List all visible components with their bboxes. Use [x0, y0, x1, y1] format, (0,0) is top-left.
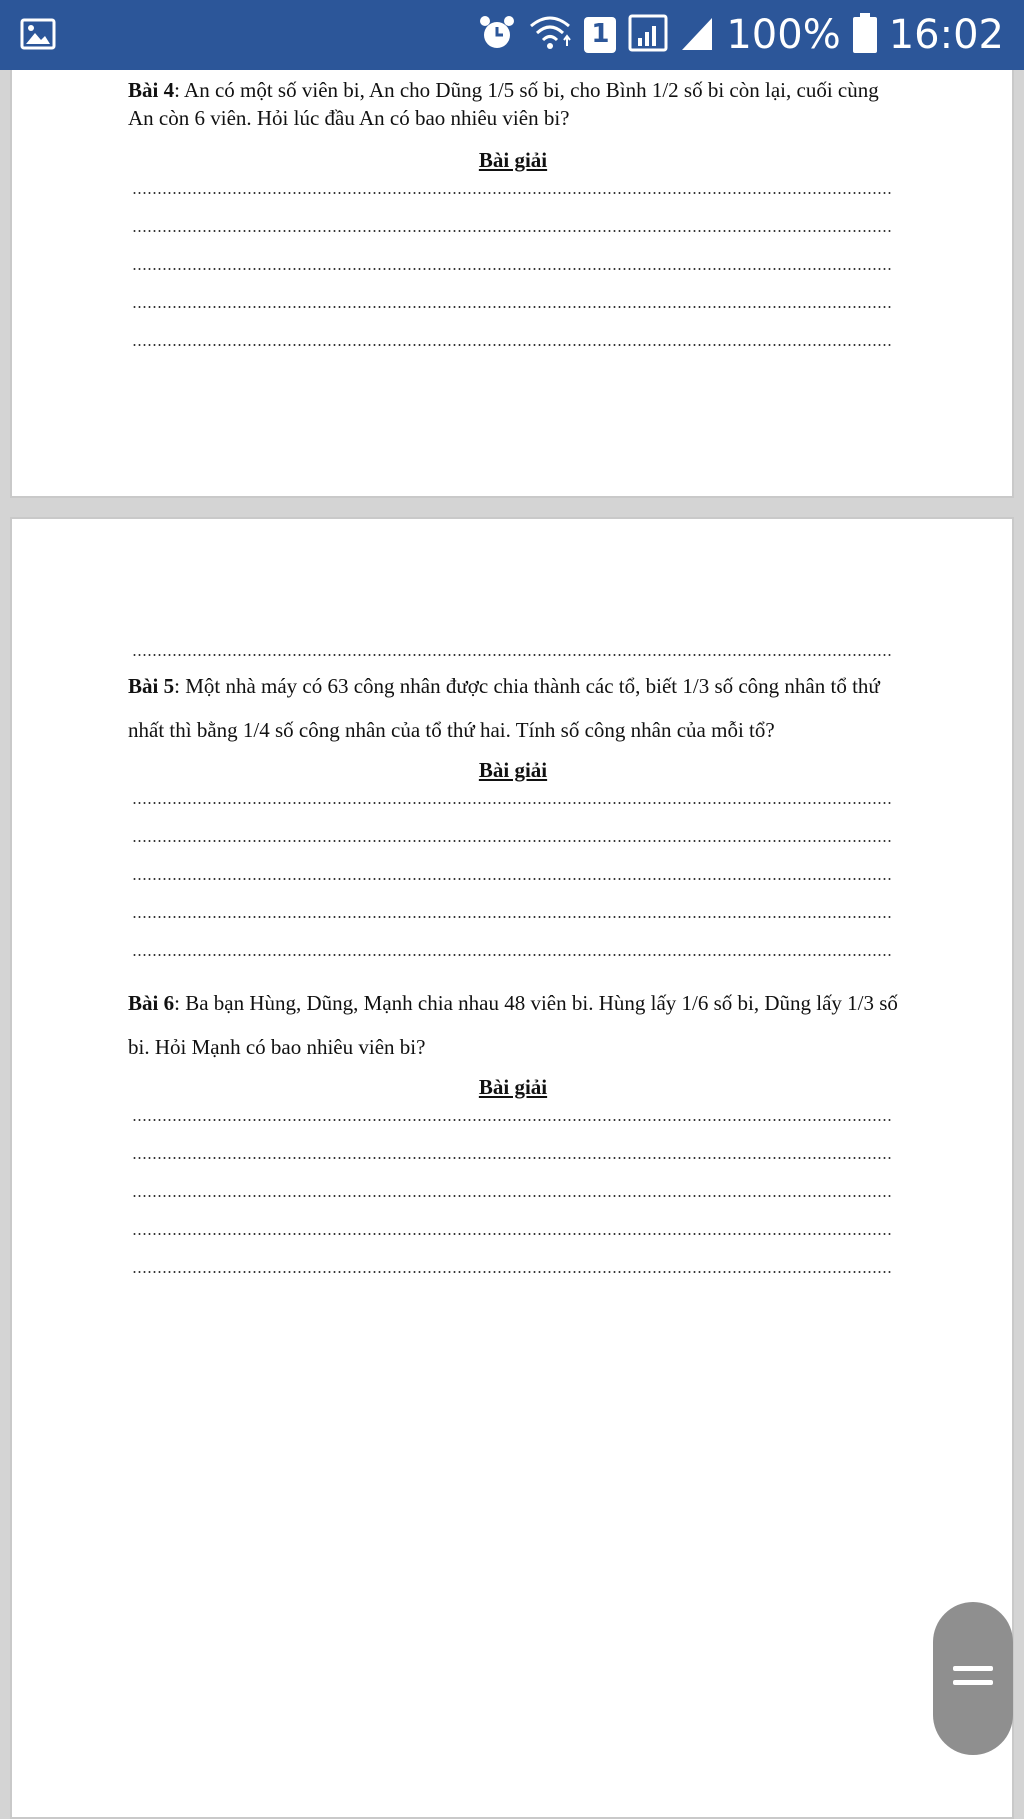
problem-body: An có một số viên bi, An cho Dũng 1/5 số bi, cho Bình 1/2 số bi còn lại, cuối cùng An còn 6 viên. Hỏi lúc đầu An có bao nhiêu viên bi?: [128, 78, 879, 130]
answer-line: [132, 268, 892, 270]
sim-icon: [584, 17, 616, 53]
answer-line: [132, 1119, 892, 1121]
grip-line: [953, 1666, 993, 1671]
alarm-icon: [478, 14, 516, 56]
answer-line: [132, 654, 892, 656]
problem-body: Một nhà máy có 63 công nhân được chia thành các tổ, biết 1/3 số công nhân tổ thứ nhất thì bằng 1/4 số công nhân của tổ thứ hai. Tính số công nhân của mỗi tổ?: [128, 674, 880, 742]
problem-4: [128, 76, 898, 346]
clock-time: 16:02: [888, 12, 1004, 58]
answer-lines: [128, 1119, 898, 1273]
wifi-icon: [528, 14, 572, 56]
answer-lines: [128, 802, 898, 956]
answer-line: [132, 954, 892, 956]
problem-text: Bài 4: An có một số viên bi, An cho Dũng 1/5 số bi, cho Bình 1/2 số bi còn lại, cuối cùng An còn 6 viên. Hỏi lúc đầu An có bao nhiêu viên bi?: [128, 78, 879, 130]
problem-label: Bài 5: [128, 674, 175, 698]
document-page: [10, 70, 1014, 498]
answer-line: [132, 344, 892, 346]
answer-line: [132, 306, 892, 308]
answer-lines: [128, 192, 898, 346]
scroll-thumb[interactable]: [933, 1602, 1013, 1755]
solution-heading: Bài giải: [478, 758, 548, 782]
problem-6: [128, 981, 898, 1273]
answer-line: [132, 916, 892, 918]
problem-text: Bài 5: Một nhà máy có 63 công nhân được chia thành các tổ, biết 1/3 số công nhân tổ thứ nhất thì bằng 1/4 số công nhân của tổ thứ hai. Tính số công nhân của mỗi tổ?: [128, 674, 880, 742]
signal-icon: [628, 14, 668, 56]
problem-label: Bài 4: [128, 78, 175, 102]
answer-line: [132, 802, 892, 804]
sim-badge: 1: [591, 19, 610, 49]
problem-body: Ba bạn Hùng, Dũng, Mạnh chia nhau 48 viên bi. Hùng lấy 1/6 số bi, Dũng lấy 1/3 số bi. Hỏi Mạnh có bao nhiêu viên bi?: [128, 991, 898, 1059]
problem-text: Bài 6: Ba bạn Hùng, Dũng, Mạnh chia nhau 48 viên bi. Hùng lấy 1/6 số bi, Dũng lấy 1/3 số bi. Hỏi Mạnh có bao nhiêu viên bi?: [128, 991, 898, 1059]
problem-5: [128, 664, 898, 956]
answer-line: [132, 1271, 892, 1273]
solution-heading: Bài giải: [478, 1075, 548, 1099]
problem-label: Bài 6: [128, 991, 175, 1015]
document-page: [10, 517, 1014, 1819]
answer-line: [132, 192, 892, 194]
battery-percentage: 100%: [726, 12, 841, 58]
battery-icon: [853, 13, 877, 57]
answer-line: [132, 878, 892, 880]
grip-line: [953, 1680, 993, 1685]
gallery-icon: [20, 18, 56, 54]
signal-icon: [680, 14, 714, 56]
answer-line: [132, 1157, 892, 1159]
answer-line: [132, 1195, 892, 1197]
answer-line: [132, 840, 892, 842]
answer-line: [132, 230, 892, 232]
status-bar: [0, 0, 1024, 70]
solution-heading: Bài giải: [478, 148, 548, 172]
answer-line: [132, 1233, 892, 1235]
